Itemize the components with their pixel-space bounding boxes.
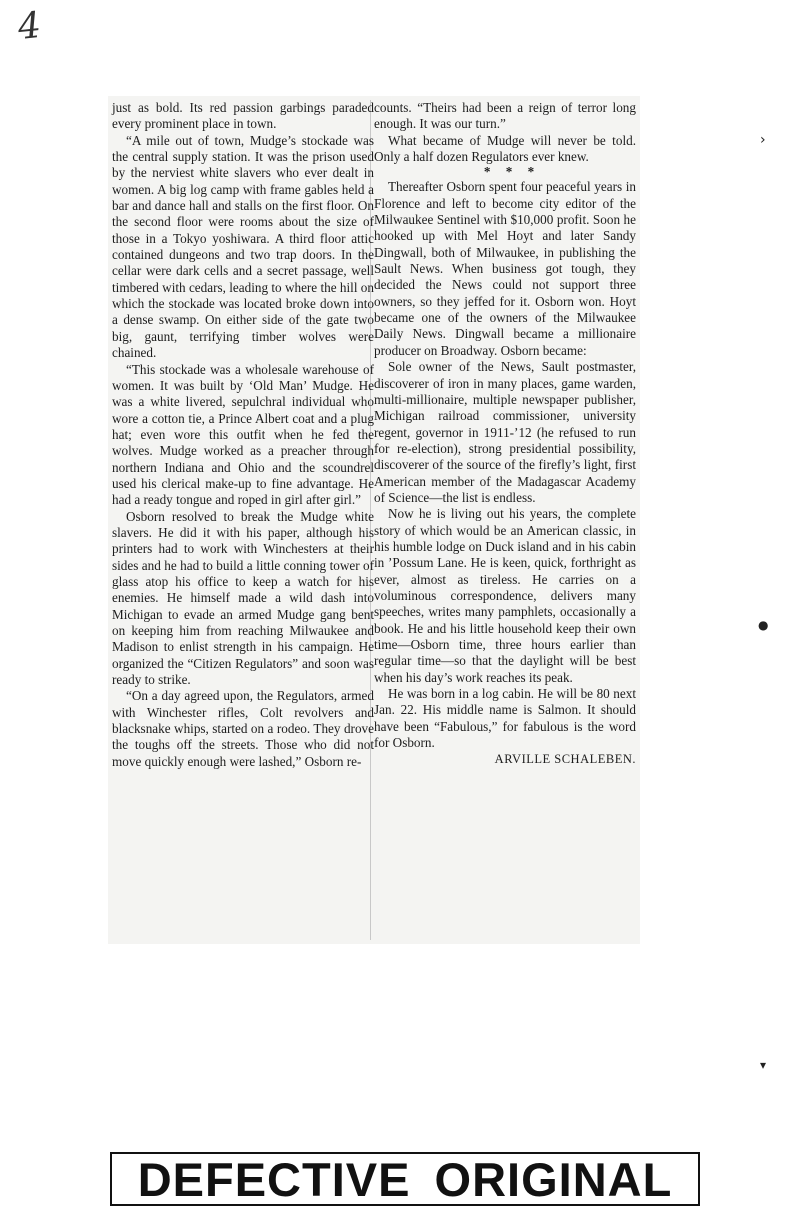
scan-speck: ▾ xyxy=(760,1058,767,1072)
defective-original-stamp: DEFECTIVE ORIGINAL xyxy=(110,1152,700,1206)
paragraph-left-4: Osborn resolved to break the Mudge white slavers. He did it with his paper, although his printers had to work with Winchesters at their sides and he had to build a little conning tower of glass atop his office to keep a watch for his enemies. He himself made a wild dash into Michigan to evade an armed Mudge gang bent on keeping him from reaching Milwaukee and Madison to enlist strength in his campaign. He organized the “Citizen Regulators” and soon was ready to strike. xyxy=(112,508,374,688)
paragraph-left-1: just as bold. Its red passion garbings paraded every prominent place in town. xyxy=(112,100,374,132)
paragraph-right-2: What became of Mudge will never be told. Only a half dozen Regulators ever knew. xyxy=(374,132,636,165)
paragraph-left-5: “On a day agreed upon, the Regulators, armed with Winchester rifles, Colt revolvers and blacksnake whips, started on a rodeo. They drove the toughs off the streets. Those who did not move quickly enough were lashed,” Osborn re- xyxy=(112,688,374,769)
article-right-column xyxy=(374,100,636,768)
paragraph-right-1: counts. “Theirs had been a reign of terror long enough. It was our turn.” xyxy=(374,100,636,132)
page-number: 4 xyxy=(15,4,43,49)
scan-speck: › xyxy=(760,132,766,148)
byline: ARVILLE SCHALEBEN. xyxy=(494,752,636,767)
paragraph-left-3: “This stockade was a wholesale warehouse of women. It was built by ‘Old Man’ Mudge. He was a white livered, sepulchral individual who wore a cotton tie, a Prince Albert coat and a plug hat; even wore this outfit when he fed the wolves. Mudge worked as a preacher through northern Indiana and Ohio and the scoundrel used his clerical make-up to fine advantage. He had a ready tongue and roped in girl after girl.” xyxy=(112,361,374,508)
paragraph-right-3: Thereafter Osborn spent four peaceful years in Florence and left to become city editor of the Milwaukee Sentinel with $10,000 profit. Soon he hooked up with Mel Hoyt and later Sandy Dingwall, both of Milwaukee, in publishing the Sault News. When business got tough, they decided the News could not support three owners, so they jeffed for it. Osborn won. Hoyt became one of the owners of the Milwaukee Daily News. Dingwall became a millionaire producer on Broadway. Osborn became: xyxy=(374,179,636,358)
paragraph-right-4: Sole owner of the News, Sault postmaster, discoverer of iron in many places, game warden, multi-millionaire, multiple newspaper publisher, Michigan railroad commissioner, university regent, governor in 1911-’12 (he refused to run for re-election), strong presidential possibility, discoverer of the source of the firefly’s light, first American member of the Madagascar Academy of Science—the list is endless. xyxy=(374,359,636,505)
scan-speck: ● xyxy=(758,618,769,632)
paragraph-right-5: Now he is living out his years, the complete story of which would be an American classic, in his humble lodge on Duck island and in his cabin in ’Possum Lane. He is keen, quick, forthright as ever, almost as tireless. He carries on a voluminous correspondence, delivers many speeches, writes many pamphlets, occasionally a book. He and his little household keep their own time—Osborn time, three hours earlier than regular time—so that the daylight will be best when his day’s work reaches its peak. xyxy=(374,506,636,685)
paragraph-left-2: “A mile out of town, Mudge’s stockade was the central supply station. It was the prison used by the nerviest white slavers who ever dealt in women. A big log camp with frame gables held a bar and dance hall and stalls on the first floor. On the second floor were rooms about the size of those in a Tokyo yoshiwara. A third floor attic contained dungeons and two trap doors. In the cellar were dark cells and a secret passage, well timbered with cedars, leading to where the hill on which the stockade was located broke down into a dense swamp. On either side of the gate two big, gaunt, terrifying timber wolves were chained. xyxy=(112,132,374,361)
paragraph-right-6: He was born in a log cabin. He will be 80 next Jan. 22. His middle name is Salmon. It should have been “Fabulous,” for fabulous is the word for Osborn. xyxy=(374,686,636,751)
section-separator: * * * xyxy=(483,164,541,180)
article-left-column xyxy=(112,100,374,770)
